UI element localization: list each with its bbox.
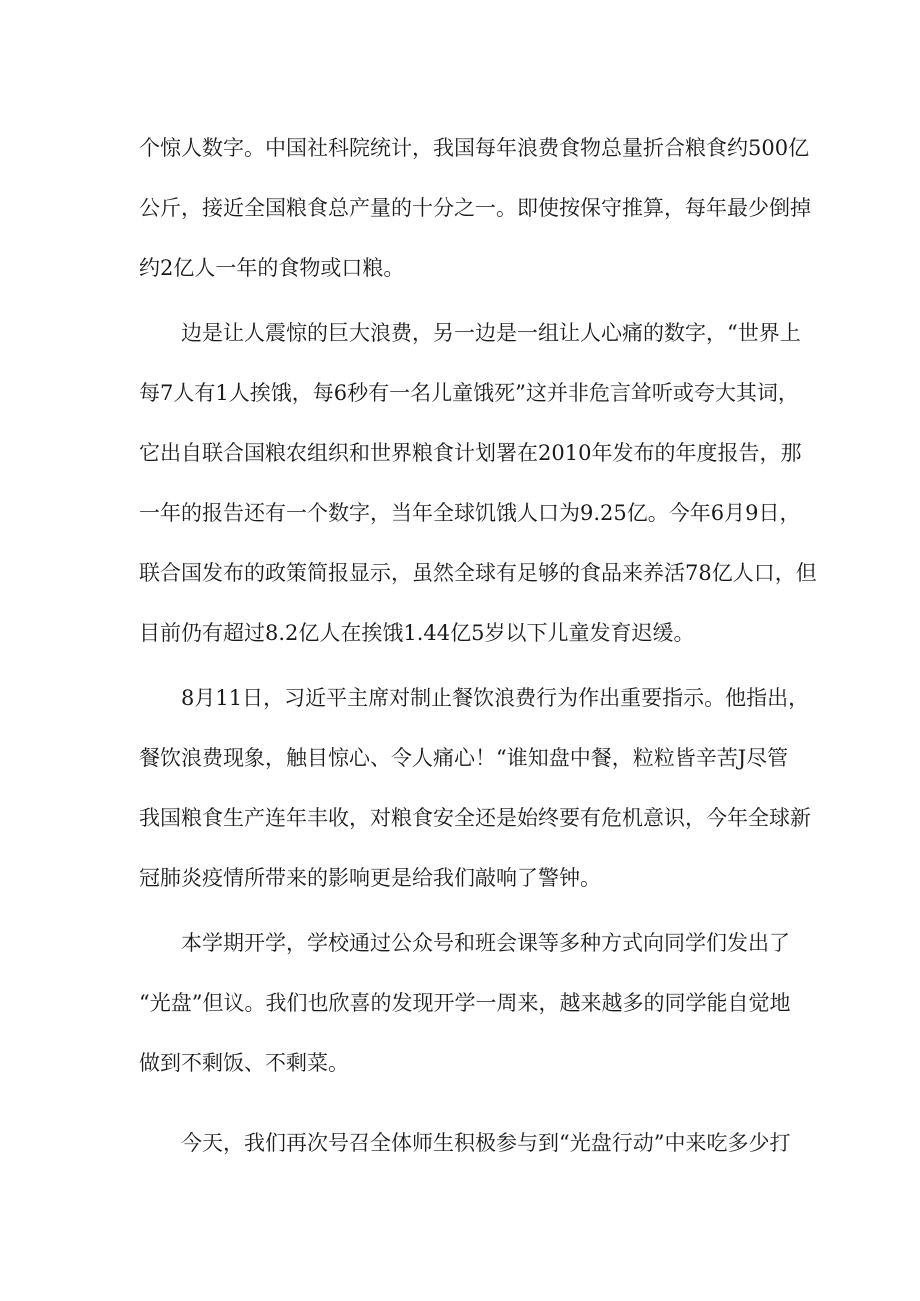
paragraph-line: 我国粮食生产连年丰收，对粮食安全还是始终要有危机意识，今年全球新 — [139, 806, 811, 830]
paragraph-line: 一年的报告还有一个数字，当年全球饥饿人口为9.25亿。今年6月9日， — [139, 501, 801, 525]
paragraph-line: 每7人有1人挨饿，每6秒有一名儿童饿死”这并非危言耸听或夸大其词， — [139, 381, 799, 405]
paragraph-line: 个惊人数字。中国社科院统计，我国每年浪费食物总量折合粮食约500亿 — [139, 136, 810, 160]
paragraph-line: 公斤，接近全国粮食总产量的十分之一。即使按保守推算，每年最少倒掉 — [139, 196, 811, 220]
paragraph-line: 8月11日，习近平主席对制止餐饮浪费行为作出重要指示。他指出， — [181, 686, 810, 710]
paragraph-line: 约2亿人一年的食物或口粮。 — [139, 256, 405, 280]
paragraph-line: 联合国发布的政策简报显示，虽然全球有足够的食品来养活78亿人口，但 — [139, 561, 817, 585]
paragraph-line: 今天，我们再次号召全体师生积极参与到“光盘行动”中来吃多少打 — [181, 1131, 791, 1155]
paragraph-line: 边是让人震惊的巨大浪费，另一边是一组让人心痛的数字，“世界上 — [181, 321, 801, 345]
paragraph-line: 餐饮浪费现象，触目惊心、令人痛心！“谁知盘中餐，粒粒皆辛苦J尽管 — [139, 746, 789, 770]
paragraph-line: “光盘”但议。我们也欣喜的发现开学一周来，越来越多的同学能自觉地 — [139, 991, 791, 1015]
paragraph-line: 本学期开学，学校通过公众号和班会课等多种方式向同学们发出了 — [181, 931, 790, 955]
paragraph-line: 做到不剩饭、不剩菜。 — [139, 1051, 349, 1075]
paragraph-line: 目前仍有超过8.2亿人在挨饿1.44亿5岁以下儿童发育迟缓。 — [139, 621, 695, 645]
paragraph-line: 它出自联合国粮农组织和世界粮食计划署在2010年发布的年度报告，那 — [139, 441, 802, 465]
paragraph-line: 冠肺炎疫情所带来的影响更是给我们敲响了警钟。 — [139, 866, 601, 890]
